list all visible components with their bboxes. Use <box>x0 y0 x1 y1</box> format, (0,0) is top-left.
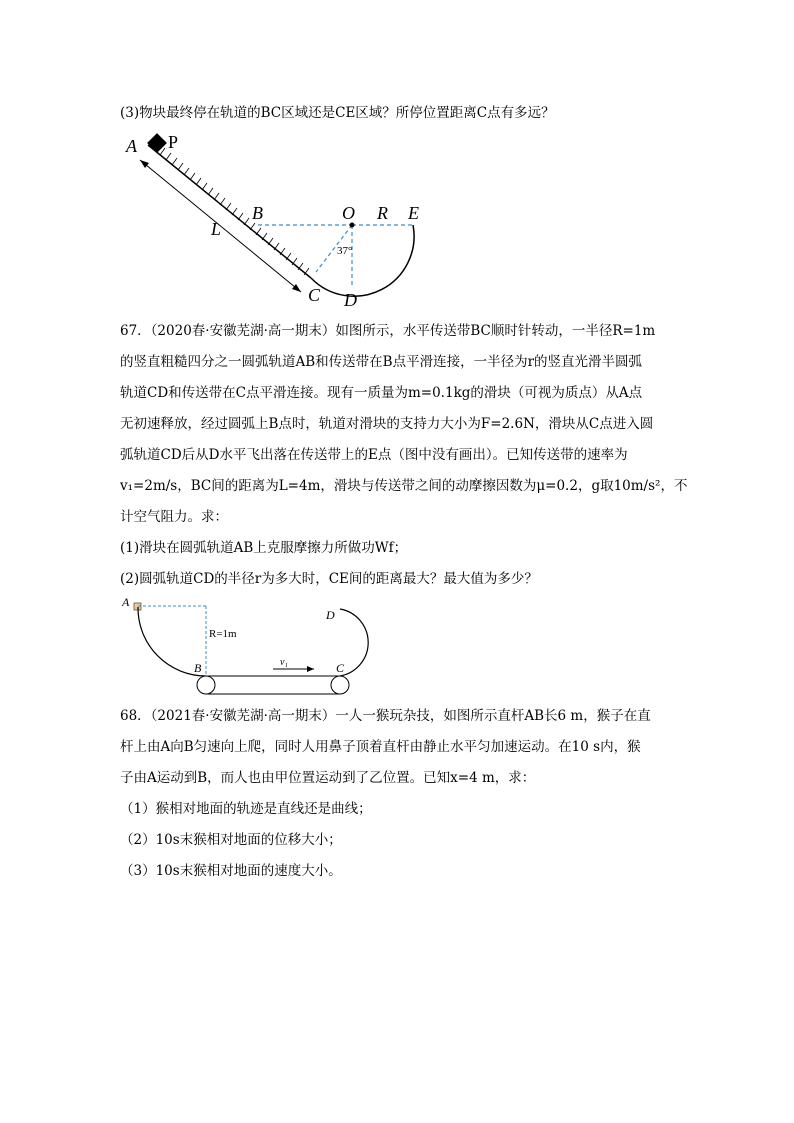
label-R: R=1m <box>209 628 237 640</box>
label-L: L <box>211 219 222 239</box>
p67-line-2: 的竖直粗糙四分之一圆弧轨道AB和传送带在B点平滑连接，一半径为r的竖直光滑半圆弧 <box>120 354 643 370</box>
p67-line-4: 无初速释放，经过圆弧上B点时，轨道对滑块的支持力大小为F=2.6N，滑块从C点进入圆 <box>120 416 654 432</box>
label-angle: 37° <box>337 245 353 257</box>
label-D: D <box>326 608 335 622</box>
p67-line-5: 弧轨道CD后从D水平飞出落在传送带上的E点（图中没有画出）。已知传送带的速率为 <box>120 447 628 463</box>
p67-question-1: (1)滑块在圆弧轨道AB上克服摩擦力所做功Wf； <box>120 540 408 556</box>
label-R: R <box>377 203 388 223</box>
figure-incline-track <box>118 128 438 308</box>
p68-question-3: （3）10s末猴相对地面的速度大小。 <box>120 863 342 879</box>
label-A: A <box>126 136 137 156</box>
label-D: D <box>344 290 357 308</box>
p68-line-1: 68．（2021春·安徽芜湖·高一期末）一人一猴玩杂技，如图所示直杆AB长6 m，猴子在直 <box>120 708 651 724</box>
p68-line-3: 子由A运动到B，而人也由甲位置运动到了乙位置。已知x=4 m，求： <box>120 770 536 786</box>
p67-question-2: (2)圆弧轨道CD的半径r为多大时，CE间的距离最大？最大值为多少？ <box>120 571 538 587</box>
p67-line-7: 计空气阻力。求： <box>120 509 228 525</box>
label-C: C <box>308 285 321 305</box>
figure-conveyor-track <box>118 592 388 702</box>
label-A: A <box>122 595 130 609</box>
label-P: P <box>168 132 179 152</box>
label-O: O <box>342 203 355 223</box>
label-C: C <box>336 661 345 675</box>
label-B: B <box>194 661 202 675</box>
question-3-text: (3)物块最终停在轨道的BC区域还是CE区域？所停位置距离C点有多远？ <box>120 105 555 121</box>
p68-line-2: 杆上由A向B匀速向上爬，同时人用鼻子顶着直杆由静止水平匀加速运动。在10 s内，猴 <box>120 739 641 755</box>
p68-question-2: （2）10s末猴相对地面的位移大小； <box>120 832 342 848</box>
label-E: E <box>408 203 419 223</box>
p67-line-1: 67．（2020春·安徽芜湖·高一期末）如图所示，水平传送带BC顺时针转动，一半径R=1m <box>120 323 656 339</box>
label-B: B <box>252 203 263 223</box>
p67-line-6: v₁=2m/s，BC间的距离为L=4m，滑块与传送带之间的动摩擦因数为μ=0.2，g取10m/s²，不 <box>120 478 688 494</box>
label-v1: v₁ <box>280 657 288 668</box>
p67-line-3: 轨道CD和传送带在C点平滑连接。现有一质量为m=0.1kg的滑块（可视为质点）从A点 <box>120 385 643 401</box>
p68-question-1: （1）猴相对地面的轨迹是直线还是曲线； <box>120 801 372 817</box>
